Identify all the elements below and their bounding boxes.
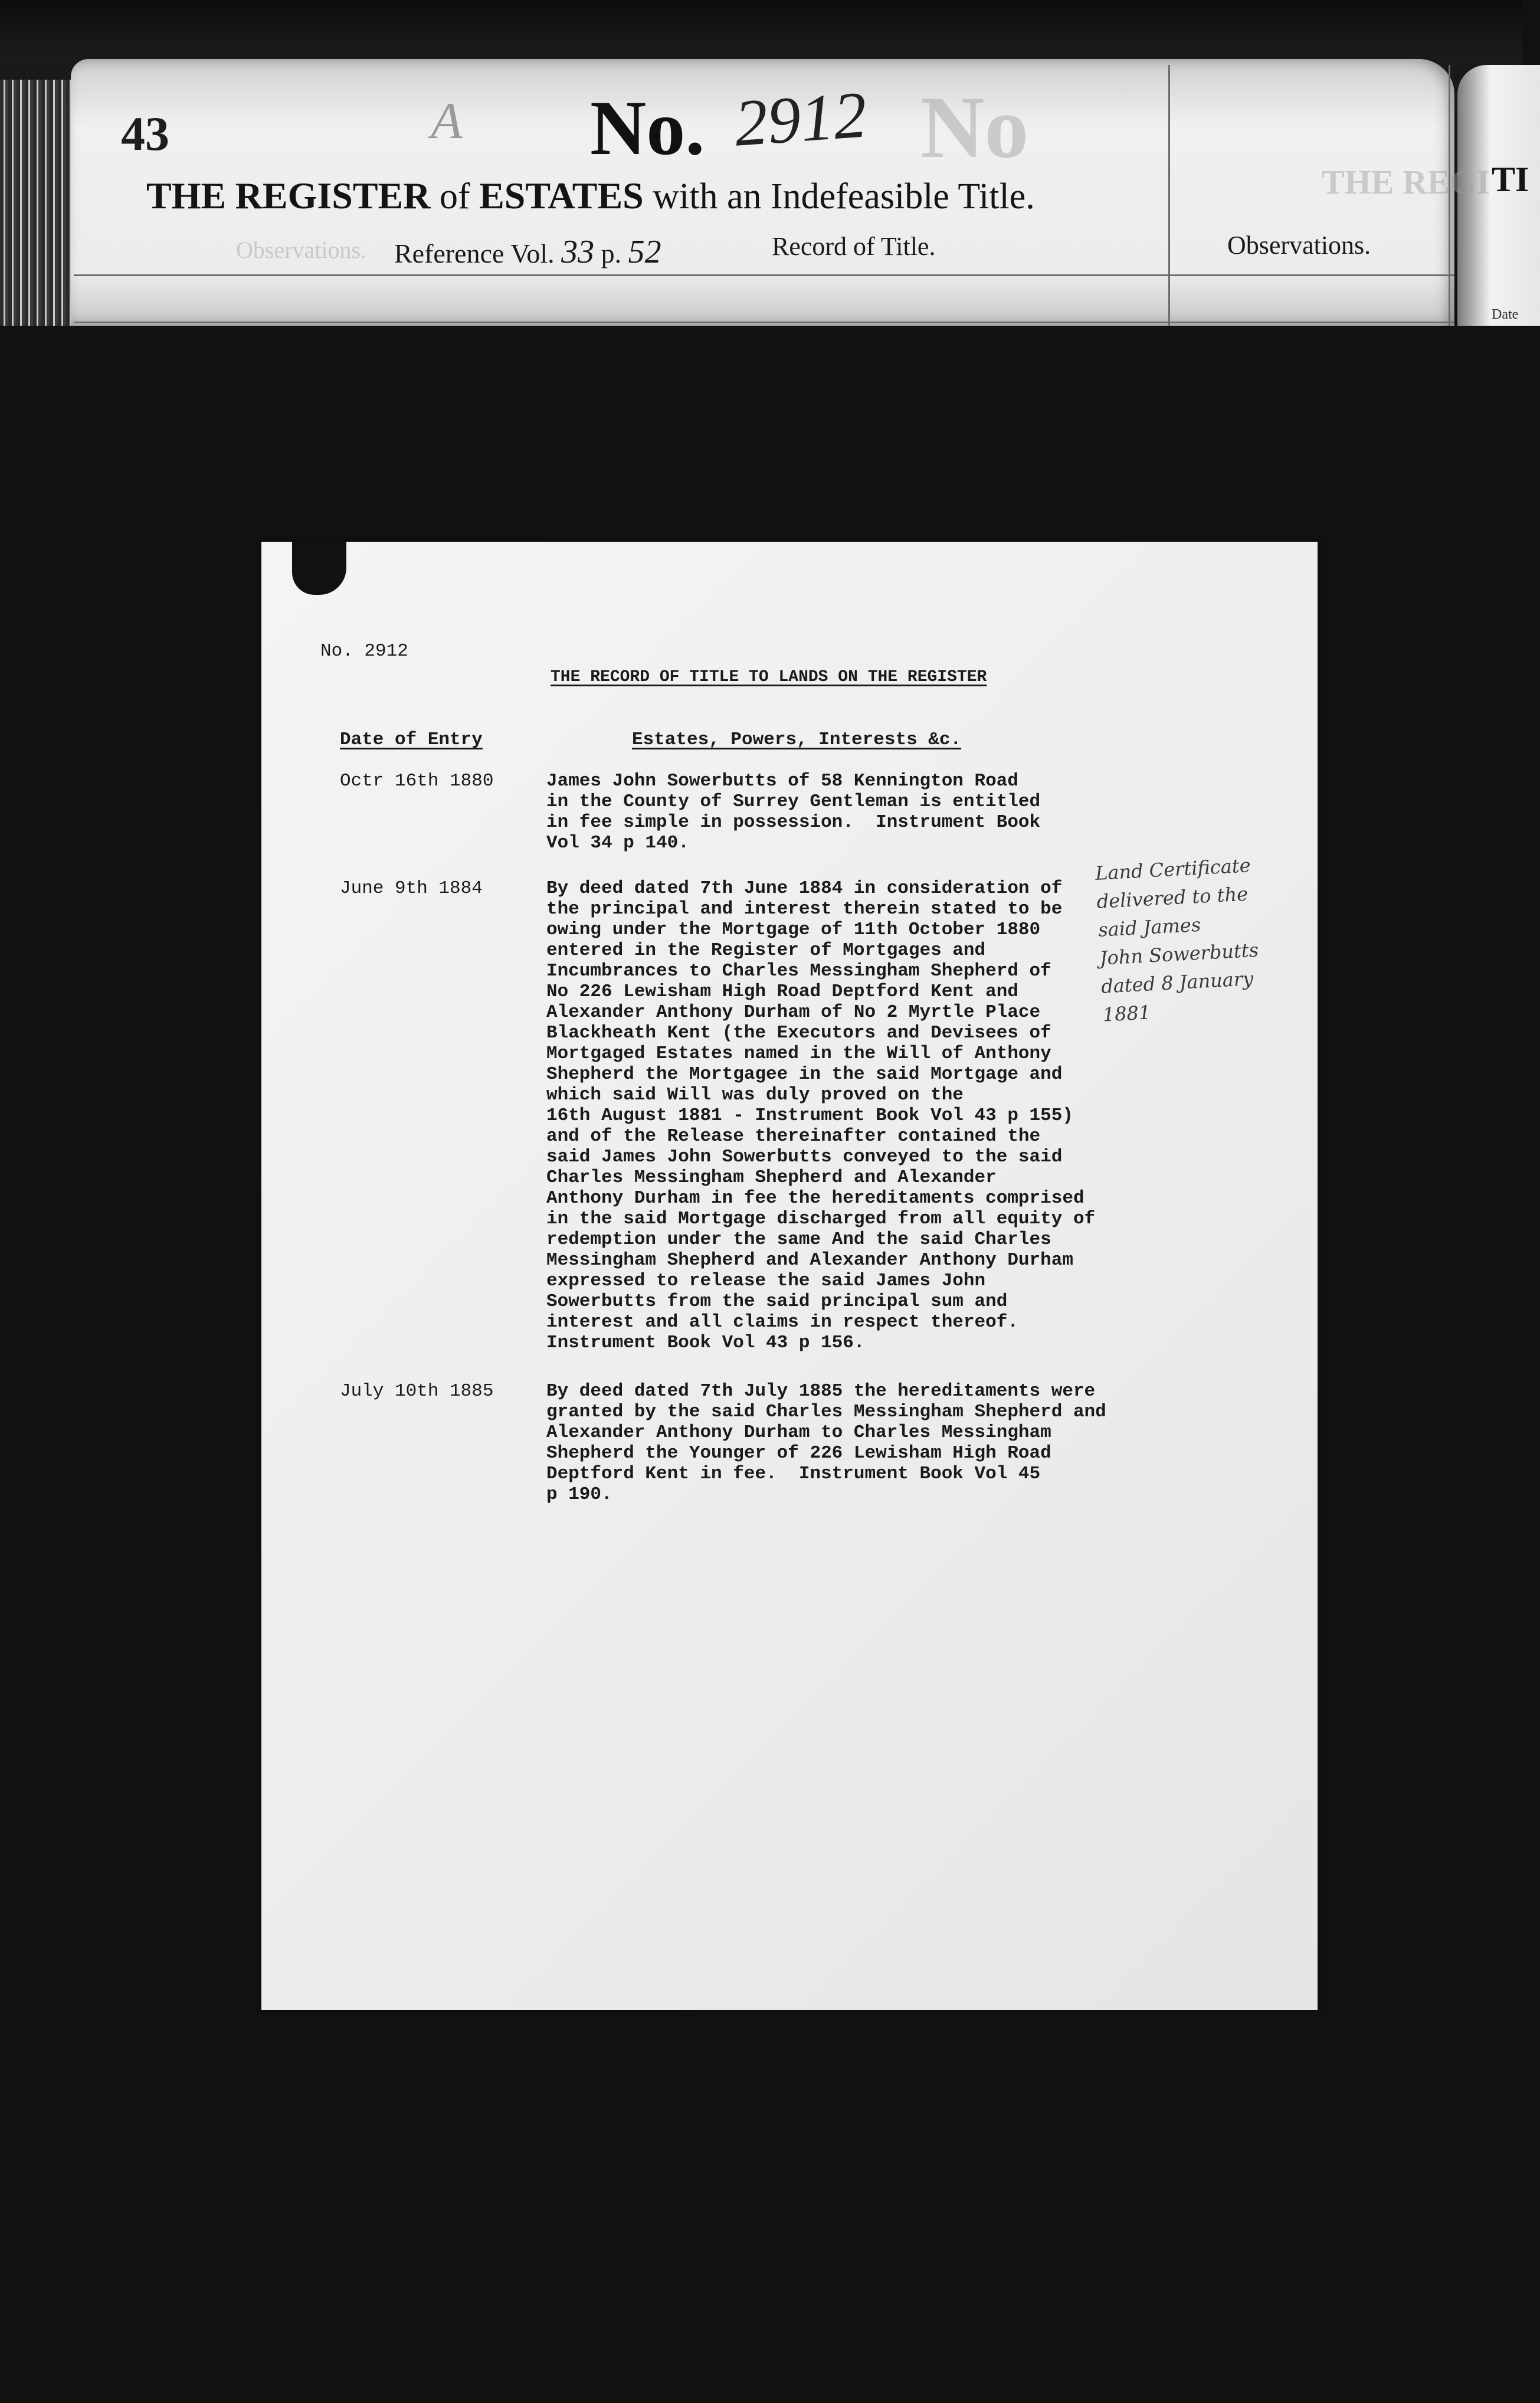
record-sheet [261,542,1318,2010]
heading-register: REGISTER [235,175,431,217]
entry-text: James John Sowerbutts of 58 Kennington Road in the County of Surrey Gentleman is entitled in fee simple in possession. Instrument Book Vol 34 p 140. [546,771,1041,853]
entry-text: By deed dated 7th July 1885 the hereditaments were granted by the said Charles Messingham Shepherd and Alexander Anthony Durham to Charles Messingham Shepherd the Younger of 226 Lewisham High Road Deptford Kent in fee. Instrument Book Vol 45 p 190. [546,1381,1106,1505]
entry-date: June 9th 1884 [340,878,483,899]
sheet-number: No. 2912 [320,641,408,662]
column-header-date: Date of Entry [340,729,483,750]
reference-page-label: p. [601,238,622,269]
show-through-text: No [920,78,1029,176]
entry-text: By deed dated 7th June 1884 in consideration of the principal and interest therein stated to be owing under the Mortgage of 11th October 1880 entered in the Register of Mortgages and Incumbrances to Charles Messingham Shepherd of No 226 Lewisham High Road Deptford Kent and Alexander Anthony Durham of No 2 Myrtle Place Blackheath Kent (the Executors and Devisees of Mortgaged Estates named in the Will of Anthony Shepherd the Mortgagee in the said Mortgage and which said Will was duly proved on the 16th August 1881 - Instrument Book Vol 43 p 155) and of the Release thereinafter contained the said James John Sowerbutts conveyed to the said Charles Messingham Shepherd and Alexander Anthony Durham in fee the hereditaments comprised in the said Mortgage discharged from all equity of redemption under the same And the said Charles Messingham Shepherd and Alexander Anthony Durham expressed to release the said James John Sowerbutts from the said principal sum and interest and all claims in respect thereof. Instrument Book Vol 43 p 156. [546,878,1096,1353]
torn-corner [292,542,346,595]
header-rule [74,274,1454,276]
facing-page-heading: TI [1492,160,1529,199]
book-page-edges [0,80,77,326]
header-rule [74,322,1454,323]
reference-label: Reference Vol. [394,238,555,269]
observations-label: Observations. [1227,231,1371,260]
reference-line [394,233,661,271]
heading-of: of [439,176,470,217]
show-through-text: THE REGI [1322,163,1490,201]
record-of-title-label: Record of Title. [772,232,936,261]
column-header-estates: Estates, Powers, Interests &c. [632,729,962,750]
entry-date: July 10th 1885 [340,1381,494,1402]
register-heading [146,174,1035,218]
folio-number: 43 [121,107,169,161]
handwritten-margin-note: Land Certificate delivered to the said James John Sowerbutts dated 8 January 1881 [1095,854,1259,1026]
entry-date: Octr 16th 1880 [340,771,494,791]
facing-page-column-label: Date [1492,307,1519,322]
show-through-text: Observations. [236,237,367,263]
sheet-title: THE RECORD OF TITLE TO LANDS ON THE REGISTER [551,668,987,686]
reference-volume-handwritten: 33 [561,234,595,270]
pencil-mark: A [431,93,463,150]
register-number-label: No. [590,84,705,171]
heading-the: THE [146,175,227,217]
reference-page-handwritten: 52 [628,234,661,270]
register-number-handwritten: 2912 [732,78,870,161]
column-rule [1168,65,1170,326]
heading-estates: ESTATES [479,175,644,217]
register-book-background [0,0,1529,326]
heading-rest: with an Indefeasible Title. [653,176,1035,217]
